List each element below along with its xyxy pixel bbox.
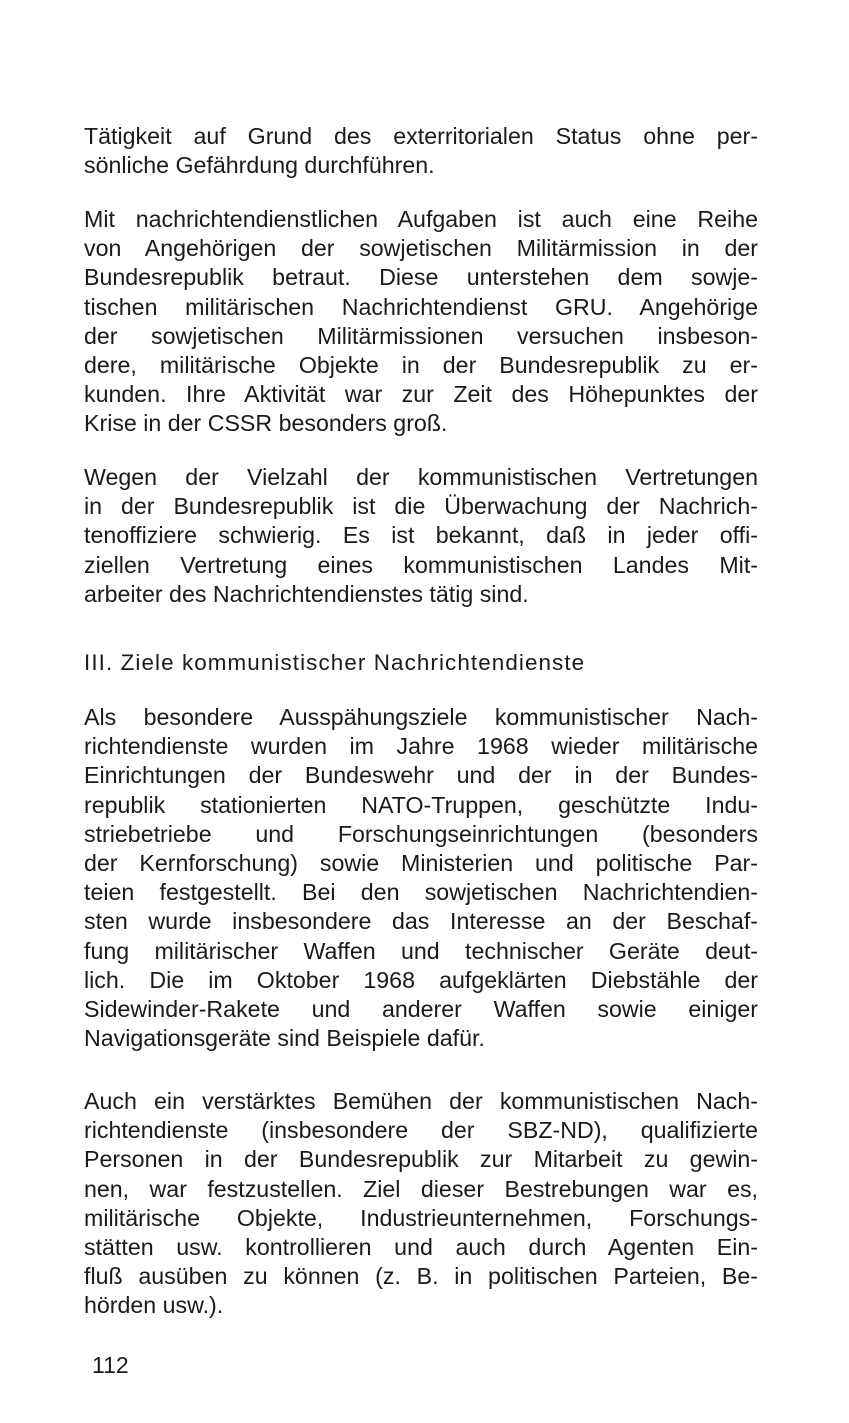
text-line: ziellen Vertretung eines kommunistischen Landes Mit-	[84, 551, 758, 578]
text-line: republik stationierten NATO-Truppen, geschützte Indu-	[84, 791, 758, 818]
text-line: sönliche Gefährdung durchführen.	[84, 152, 435, 179]
text-line: in der Bundesrepublik ist die Überwachung der Nachrich-	[84, 493, 758, 520]
text-line: arbeiter des Nachrichtendienstes tätig sind.	[84, 580, 529, 607]
text-line: Krise in der CSSR besonders groß.	[84, 410, 448, 437]
text-line: fluß ausüben zu können (z. B. in politischen Parteien, Be-	[84, 1263, 758, 1290]
text-line: der Kernforschung) sowie Ministerien und politische Par-	[84, 849, 758, 876]
section-heading: III. Ziele kommunistischer Nachrichtendienste	[84, 650, 586, 675]
page-number: 112	[92, 1352, 129, 1378]
text-line: kunden. Ihre Aktivität war zur Zeit des Höhepunktes der	[84, 381, 758, 408]
text-line: Bundesrepublik betraut. Diese unterstehen dem sowje-	[84, 264, 758, 291]
text-line: Wegen der Vielzahl der kommunistischen Vertretungen	[84, 464, 758, 490]
paragraph-3	[84, 463, 758, 609]
paragraph-5	[84, 1087, 758, 1321]
text-line: Mit nachrichtendienstlichen Aufgaben ist auch eine Reihe	[84, 206, 758, 232]
text-line: Tätigkeit auf Grund des exterritorialen Status ohne per-	[84, 123, 758, 149]
text-line: hörden usw.).	[84, 1292, 224, 1319]
text-line: sten wurde insbesondere das Interesse an der Beschaf-	[84, 908, 758, 935]
text-line: dere, militärische Objekte in der Bundesrepublik zu er-	[84, 351, 758, 378]
paragraph-1	[84, 122, 758, 180]
text-line: Als besondere Ausspähungsziele kommunistischer Nach-	[84, 704, 758, 730]
paragraph-2	[84, 205, 758, 439]
text-line: der sowjetischen Militärmissionen versuchen insbeson-	[84, 322, 758, 349]
text-line: Navigationsgeräte sind Beispiele dafür.	[84, 1025, 485, 1052]
text-line: tenoffiziere schwierig. Es ist bekannt, daß in jeder offi-	[84, 522, 758, 549]
text-line: fung militärischer Waffen und technischer Geräte deut-	[84, 937, 758, 964]
text-line: von Angehörigen der sowjetischen Militärmission in der	[84, 235, 758, 262]
text-line: tischen militärischen Nachrichtendienst GRU. Angehörige	[84, 293, 758, 320]
text-line: militärische Objekte, Industrieunternehmen, Forschungs-	[84, 1204, 758, 1231]
text-line: Auch ein verstärktes Bemühen der kommunistischen Nach-	[84, 1088, 758, 1114]
text-line: stätten usw. kontrollieren und auch durch Agenten Ein-	[84, 1233, 758, 1260]
text-line: nen, war festzustellen. Ziel dieser Bestrebungen war es,	[84, 1175, 758, 1202]
text-line: lich. Die im Oktober 1968 aufgeklärten Diebstähle der	[84, 966, 758, 993]
text-line: striebetriebe und Forschungseinrichtungen (besonders	[84, 820, 758, 847]
paragraph-4	[84, 703, 758, 1053]
text-line: richtendienste wurden im Jahre 1968 wieder militärische	[84, 733, 758, 760]
text-line: richtendienste (insbesondere der SBZ-ND), qualifizierte	[84, 1117, 758, 1144]
text-line: Personen in der Bundesrepublik zur Mitarbeit zu gewin-	[84, 1146, 758, 1173]
text-line: Sidewinder-Rakete und anderer Waffen sowie einiger	[84, 995, 758, 1022]
text-line: Einrichtungen der Bundeswehr und der in der Bundes-	[84, 762, 758, 789]
text-line: teien festgestellt. Bei den sowjetischen Nachrichtendien-	[84, 879, 758, 906]
